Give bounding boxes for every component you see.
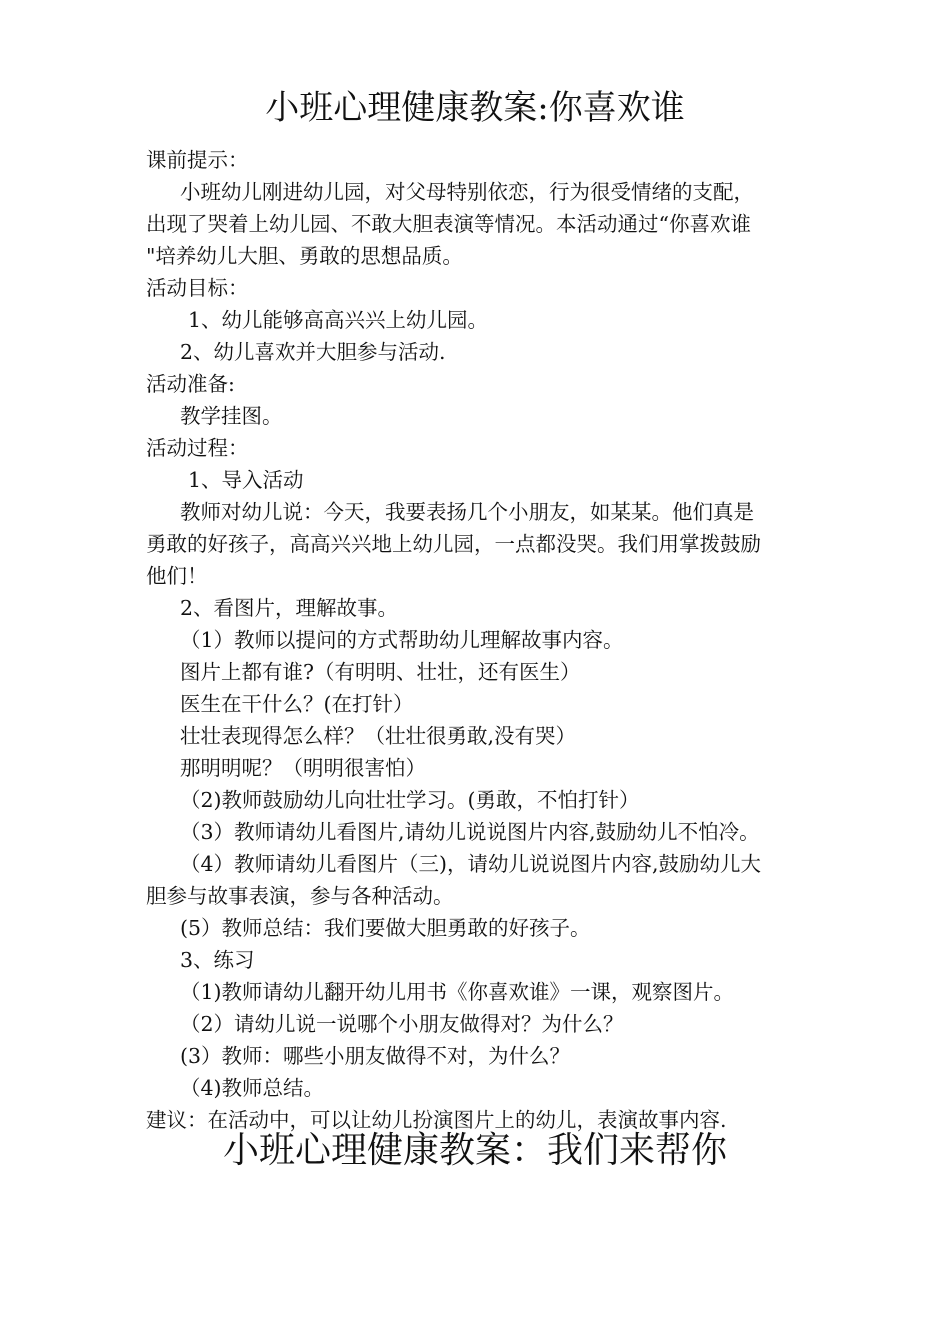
text-line: （1）教师以提问的方式帮助幼儿理解故事内容。 bbox=[180, 628, 624, 652]
text-line: 1、幼儿能够高高兴兴上幼儿园。 bbox=[188, 308, 489, 332]
text-line: 他们！ bbox=[146, 564, 208, 588]
text-line: 图片上都有谁?（有明明、壮壮，还有医生） bbox=[180, 660, 581, 684]
text-line: 活动目标： bbox=[146, 276, 249, 300]
text-line: 那明明呢？（明明很害怕） bbox=[180, 756, 426, 780]
text-line: "培养幼儿大胆、勇敢的思想品质。 bbox=[146, 244, 463, 268]
text-line: 课前提示： bbox=[146, 148, 249, 172]
text-line: 活动过程： bbox=[146, 436, 249, 460]
text-line: （2）请幼儿说一说哪个小朋友做得对？为什么？ bbox=[180, 1012, 624, 1036]
text-line: 教师对幼儿说：今天，我要表扬几个小朋友，如某某。他们真是 bbox=[180, 500, 754, 524]
text-line: 医生在干什么？(在打针） bbox=[180, 692, 414, 716]
text-line: (5）教师总结：我们要做大胆勇敢的好孩子。 bbox=[180, 916, 591, 940]
text-line: 2、幼儿喜欢并大胆参与活动. bbox=[180, 340, 446, 364]
text-line: 教学挂图。 bbox=[180, 404, 283, 428]
text-line: （2)教师鼓励幼儿向壮壮学习。(勇敢，不怕打针） bbox=[180, 788, 640, 812]
text-line: 活动准备: bbox=[146, 372, 235, 396]
text-line: (3）教师：哪些小朋友做得不对，为什么？ bbox=[180, 1044, 571, 1068]
text-line: 壮壮表现得怎么样？（壮壮很勇敢,没有哭） bbox=[180, 724, 577, 748]
text-line: （1)教师请幼儿翻开幼儿用书《你喜欢谁》一课，观察图片。 bbox=[180, 980, 735, 1004]
text-line: （4)教师总结。 bbox=[180, 1076, 325, 1100]
text-line: 出现了哭着上幼儿园、不敢大胆表演等情况。本活动通过“你喜欢谁 bbox=[146, 212, 751, 236]
document-body bbox=[146, 144, 826, 1136]
text-line: 胆参与故事表演，参与各种活动。 bbox=[146, 884, 454, 908]
document-title: 小班心理健康教案:你喜欢谁 bbox=[265, 88, 685, 128]
text-line: 勇敢的好孩子，高高兴兴地上幼儿园，一点都没哭。我们用掌拨鼓励 bbox=[146, 532, 761, 556]
text-line: 2、看图片，理解故事。 bbox=[180, 596, 399, 620]
text-line: 小班幼儿刚进幼儿园，对父母特别依恋，行为很受情绪的支配， bbox=[180, 180, 754, 204]
text-line: （3）教师请幼儿看图片,请幼儿说说图片内容,鼓励幼儿不怕冷。 bbox=[180, 820, 760, 844]
next-document-title: 小班心理健康教案：我们来帮你 bbox=[222, 1130, 727, 1171]
text-line: 3、练习 bbox=[180, 948, 255, 972]
text-line: 建议：在活动中，可以让幼儿扮演图片上的幼儿，表演故事内容. bbox=[146, 1108, 727, 1132]
text-line: （4）教师请幼儿看图片（三)，请幼儿说说图片内容,鼓励幼儿大 bbox=[180, 852, 762, 876]
text-line: 1、导入活动 bbox=[188, 468, 304, 492]
